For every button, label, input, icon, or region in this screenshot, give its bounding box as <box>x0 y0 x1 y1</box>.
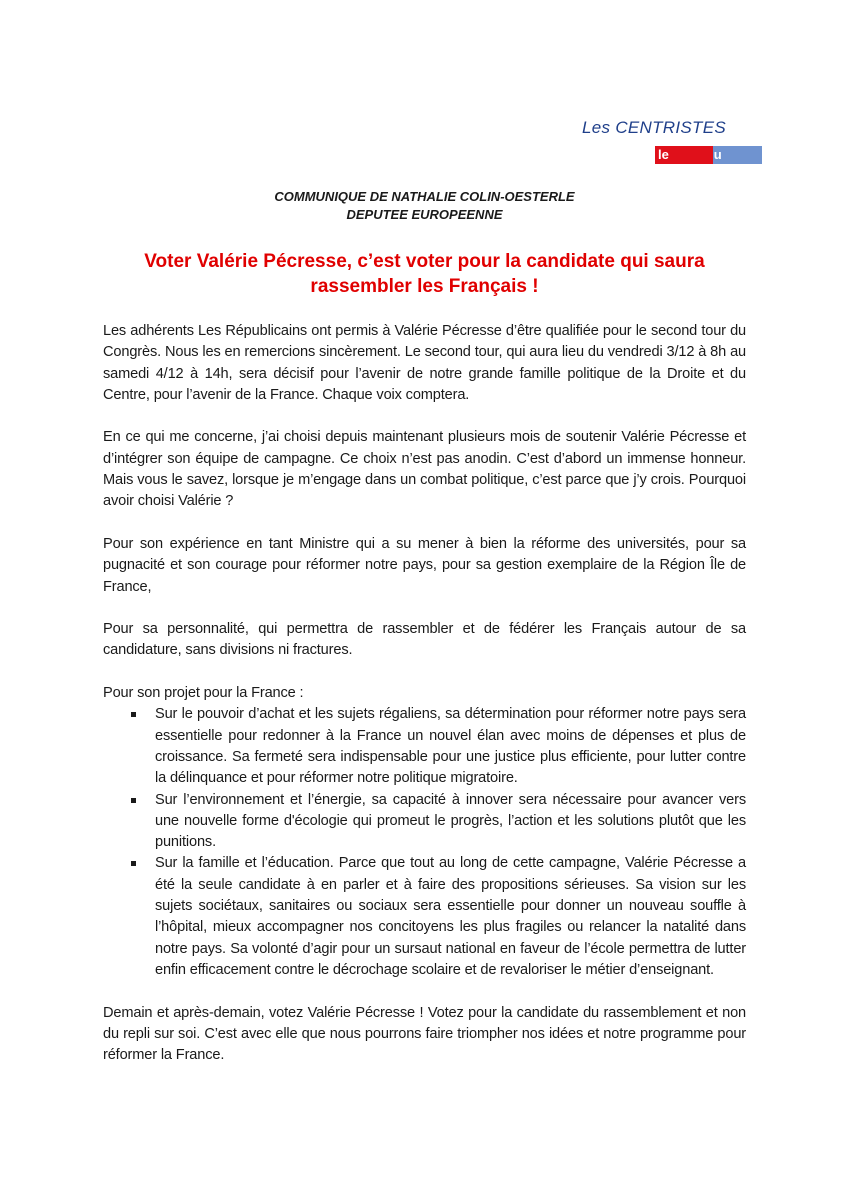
list-item-text: Sur l’environnement et l’énergie, sa capacité à innover sera nécessaire pour avancer vers une nouvelle forme d'écologie qui promeut le progrès, l’action et les solutions plutôt que les punitions. <box>155 791 746 851</box>
project-list <box>103 704 746 981</box>
bullet-icon <box>131 712 136 717</box>
les-centristes-logo <box>582 118 762 180</box>
logo-tagline-blue: u centre <box>713 146 762 164</box>
document-title: Voter Valérie Pécresse, c’est voter pour la candidate qui saura rassembler les Français ! <box>144 251 705 297</box>
header-line-2: DEPUTEE EUROPEENNE <box>346 207 503 222</box>
list-item-text: Sur le pouvoir d’achat et les sujets régaliens, sa détermination pour réformer notre pays sera essentielle pour redonner à la France un nouvel élan avec moins de dépenses et plus de croissance. Sa fermeté sera indispensable pour une justice plus efficiente, pour lutter contre la délinquance et pour réformer notre politique migratoire. <box>155 706 746 787</box>
list-item <box>155 853 746 981</box>
paragraph: En ce qui me concerne, j’ai choisi depuis maintenant plusieurs mois de soutenir Valérie Pécresse et d’intégrer son équipe de campagne. Ce choix n’est pas anodin. C’est d’abord un immense honneur. Mais vous le savez, lorsque je m’engage dans un combat politique, c’est parce que j’y crois. Pourquoi avoir choisi Valérie ? <box>103 429 746 510</box>
paragraph: Pour sa personnalité, qui permettra de rassembler et de fédérer les Français autour de sa candidature, sans divisions ni fractures. <box>103 621 746 659</box>
document-body <box>103 321 746 1088</box>
list-item <box>155 790 746 854</box>
logo-tagline <box>655 146 762 180</box>
bullet-icon <box>131 798 136 803</box>
closing-paragraph: Demain et après-demain, votez Valérie Pécresse ! Votez pour la candidate du rassemblement et non du repli sur soi. C’est avec elle que nous pourrons faire triompher nos idées et notre programme pour réformer la France. <box>103 1004 746 1064</box>
list-intro: Pour son projet pour la France : <box>103 685 304 702</box>
header-line-1: COMMUNIQUE DE NATHALIE COLIN-OESTERLE <box>274 189 575 204</box>
list-item <box>155 704 746 789</box>
paragraph: Les adhérents Les Républicains ont permis à Valérie Pécresse d’être qualifiée pour le second tour du Congrès. Nous les en remercions sincèrement. Le second tour, qui aura lieu du vendredi 3/12 à 8h au samedi 4/12 à 14h, sera décisif pour l’avenir de notre grande famille politique de la Droite et du Centre, pour l’avenir de la France. Chaque voix comptera. <box>103 323 746 403</box>
paragraph: Pour son expérience en tant Ministre qui a su mener à bien la réforme des universités, pour sa pugnacité et son courage pour réformer notre pays, pour sa gestion exemplaire de la Région Île de France, <box>103 535 746 595</box>
communique-header <box>0 188 849 224</box>
logo-tagline-red: le nouvea <box>655 146 713 164</box>
list-item-text: Sur la famille et l’éducation. Parce que tout au long de cette campagne, Valérie Pécresse a été la seule candidate à en parler et à faire des propositions sérieuses. Sa vision sur les sujets sociétaux, sanitaires ou sociaux sera essentielle pour donner un nouveau souffle à l’hôpital, mieux accompagner nos concitoyens les plus fragiles ou relancer la natalité dans notre pays. Sa volonté d’agir pour un sursaut national en faveur de l’école permettra de lutter enfin efficacement contre le décrochage scolaire et de revaloriser le métier d’enseignant. <box>155 855 746 978</box>
bullet-icon <box>131 861 136 866</box>
logo-name: Les CENTRISTES <box>582 118 727 137</box>
